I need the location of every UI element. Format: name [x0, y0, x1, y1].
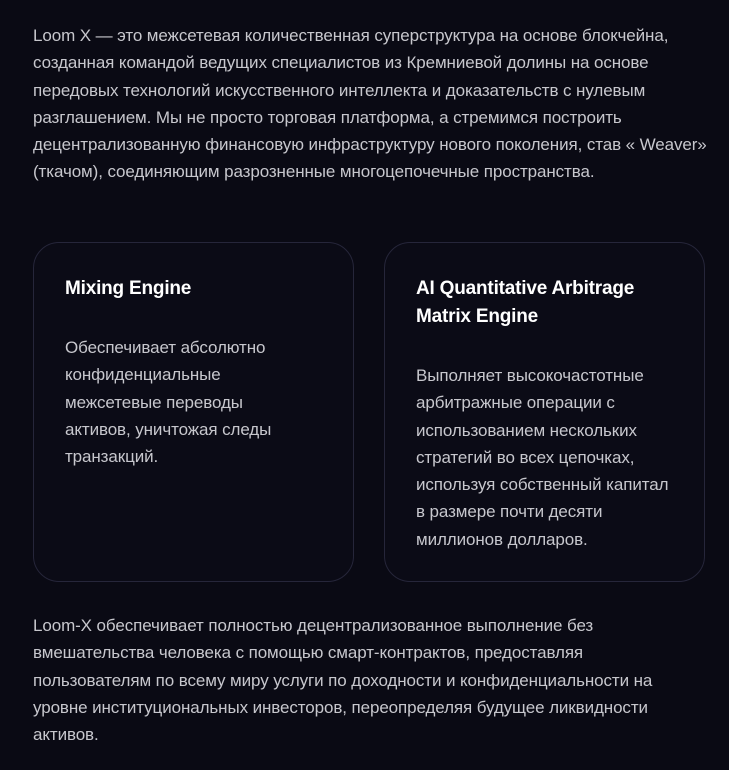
card-title: Mixing Engine	[65, 278, 192, 299]
outro-paragraph: Loom-X обеспечивает полностью децентрализованное выполнение без вмешательства человека с помощью смарт-контрактов, предоставляя пользователям по всему миру услуги по доходности и конфиденциальности на уровне институциональных инвесторов, переопределяя будущее ликвидности активов.	[33, 616, 653, 745]
card-title: AI Quantitative Arbitrage Matrix Engine	[416, 278, 635, 327]
intro-paragraph: Loom X — это межсетевая количественная суперструктура на основе блокчейна, созданная командой ведущих специалистов из Кремниевой долины на основе передовых технологий искусственного интеллекта и доказательств с нулевым разглашением. Мы не просто торговая платформа, а стремимся построить децентрализованную финансовую инфраструктуру нового поколения, став « Weaver» (ткачом), соединяющим разрозненные многоцепочечные пространства.	[33, 26, 707, 182]
feature-card-mixing-engine	[33, 242, 354, 582]
card-description: Выполняет высокочастотные арбитражные операции с использованием нескольких стратегий во всех цепочках, используя собственный капитал в размере почти десяти миллионов долларов.	[416, 366, 669, 549]
feature-card-ai-arbitrage-engine	[384, 242, 705, 582]
card-description: Обеспечивает абсолютно конфиденциальные межсетевые переводы активов, уничтожая следы транзакций.	[65, 338, 272, 467]
